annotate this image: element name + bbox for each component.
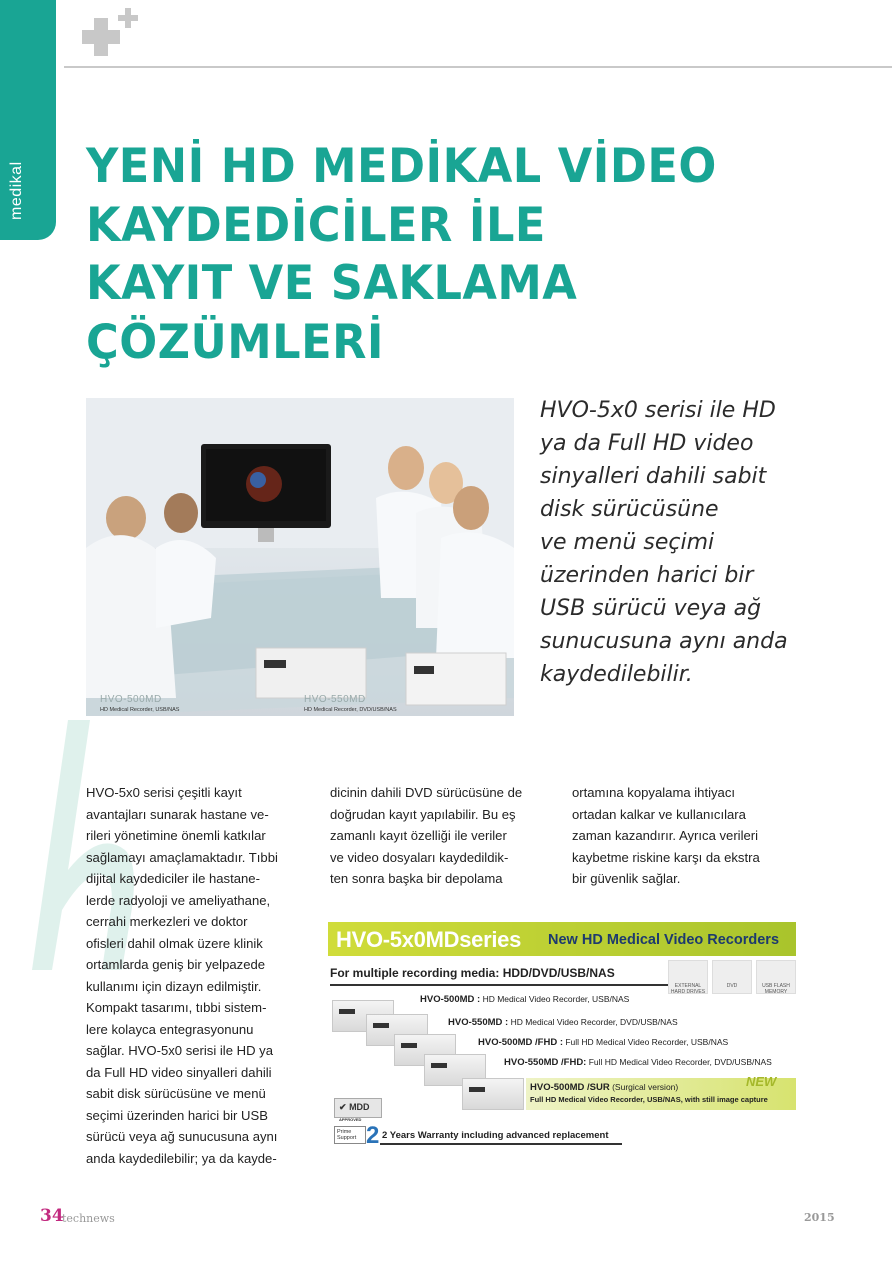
body-line: dicinin dahili DVD sürücüsüne de: [330, 785, 523, 800]
body-line: kullanımı için dizayn edilmiştir.: [86, 978, 262, 994]
body-line: zaman kazandırır. Ayrıca verileri: [572, 828, 759, 843]
prime-support-logo: Prime Support: [334, 1126, 366, 1144]
model-name: HVO-500MD /FHD :: [478, 1037, 563, 1048]
recorder-device-image: [462, 1078, 524, 1110]
body-column: [330, 782, 552, 890]
body-line: bir güvenlik sağlar.: [572, 871, 681, 886]
model-desc: Full HD Medical Video Recorder, USB/NAS, with still image capture: [530, 1095, 768, 1104]
page-number: 34: [40, 1206, 64, 1226]
promo-media-line: For multiple recording media: HDD/DVD/USB/NAS: [330, 966, 615, 980]
body-line: avantajları sunarak hastane ve-: [86, 806, 269, 822]
hard-drive-icon: EXTERNAL HARD DRIVES: [668, 960, 708, 994]
headline-line: YENİ HD MEDİKAL VİDEO: [86, 139, 717, 194]
body-line: sürücü veya ağ sunucusuna aynı: [86, 1129, 278, 1144]
body-line: ortamlarda geniş bir yelpazede: [86, 957, 266, 972]
model-note: (Surgical version): [612, 1082, 679, 1092]
headline-line: KAYIT VE SAKLAMA: [86, 256, 578, 311]
quote-line: ya da Full HD video: [540, 431, 754, 456]
usb-icon: USB FLASH MEMORY: [756, 960, 796, 994]
top-rule: [64, 66, 892, 68]
body-line: dijital kaydediciler ile hastane-: [86, 871, 260, 886]
body-line: sabit disk sürücüsüne ve menü: [86, 1086, 266, 1101]
footer-year: 2015: [804, 1211, 835, 1224]
model-desc: Full HD Medical Video Recorder, DVD/USB/NAS: [588, 1057, 772, 1067]
model-name: HVO-550MD /FHD:: [504, 1057, 587, 1068]
body-line: sağlamayı amaçlamaktadır. Tıbbi: [86, 849, 278, 865]
warranty-years: 2: [366, 1122, 380, 1149]
meeting-illustration: [86, 398, 514, 716]
dvd-icon: DVD: [712, 960, 752, 994]
body-column: [572, 782, 794, 890]
device-label: HVO-550MD: [304, 694, 366, 705]
body-line: sağlar. HVO-5x0 serisi ile HD ya: [86, 1043, 274, 1058]
body-line: doğrudan kayıt yapılabilir. Bu eş: [330, 806, 516, 822]
body-line: Kompakt tasarımı, tıbbi sistem-: [86, 1000, 267, 1015]
body-line: ve video dosyaları kaydedildik-: [330, 849, 509, 865]
device-label: HVO-500MD: [100, 694, 162, 705]
headline-line: KAYDEDİCİLER İLE: [86, 197, 546, 253]
mdd-sub: APPROVED: [339, 1117, 362, 1122]
model-line: [448, 1017, 678, 1028]
headline-line: ÇÖZÜMLERİ: [86, 314, 385, 370]
quote-line: USB sürücü veya ağ: [540, 596, 762, 621]
product-promo: [328, 922, 798, 1148]
quote-line: HVO-5x0 serisi ile HD: [540, 398, 776, 423]
article-headline: [86, 138, 786, 372]
mdd-approved-badge: [334, 1098, 382, 1122]
body-line: lerde radyoloji ve ameliyathane,: [86, 892, 271, 908]
new-badge: NEW: [746, 1074, 777, 1089]
body-line: seçimi üzerinden harici bir USB: [86, 1107, 268, 1123]
device-desc: HD Medical Recorder, DVD/USB/NAS: [304, 707, 397, 713]
hero-photo: [86, 398, 514, 716]
model-line: [478, 1037, 728, 1048]
body-line: anda kaydedilebilir; ya da kayde-: [86, 1150, 277, 1166]
body-line: ofisleri dahil olmak üzere klinik: [86, 935, 263, 951]
promo-title-bar: [328, 922, 796, 956]
body-line: ortadan kalkar ve kullanıcılara: [572, 806, 746, 822]
quote-line: üzerinden harici bir: [540, 563, 754, 588]
body-line: ortamına kopyalama ihtiyacı: [572, 785, 736, 800]
model-desc: HD Medical Video Recorder, USB/NAS: [482, 994, 630, 1004]
model-line: [420, 994, 629, 1005]
body-line: rileri yönetimine önemli katkılar: [86, 828, 266, 843]
model-line: [504, 1057, 772, 1068]
checkmark-icon: ✔: [339, 1102, 347, 1112]
model-desc: Full HD Medical Video Recorder, USB/NAS: [565, 1037, 729, 1047]
body-line: kaybetme riskine karşı da ekstra: [572, 849, 760, 865]
mdd-label: MDD: [349, 1102, 370, 1112]
promo-divider: [330, 984, 670, 986]
model-line: [530, 1082, 678, 1093]
footer-brand: technews: [62, 1212, 115, 1225]
model-name: HVO-500MD :: [420, 994, 481, 1005]
warranty-divider: [380, 1143, 622, 1145]
quote-line: sinyalleri dahili sabit: [540, 464, 767, 489]
body-line: lere kolayca entegrasyonunu: [86, 1021, 254, 1037]
model-name: HVO-500MD /SUR: [530, 1082, 610, 1093]
body-line: HVO-5x0 serisi çeşitli kayıt: [86, 785, 242, 800]
promo-series-subtitle: New HD Medical Video Recorders: [548, 932, 780, 948]
body-line: da Full HD video sinyalleri dahili: [86, 1064, 272, 1080]
quote-line: kaydedilebilir.: [540, 662, 693, 687]
model-desc: HD Medical Video Recorder, DVD/USB/NAS: [510, 1017, 678, 1027]
plus-icon: [80, 8, 144, 60]
section-label: medikal: [8, 161, 25, 220]
body-column: [86, 782, 308, 1169]
warranty-text: 2 Years Warranty including advanced replacement: [382, 1130, 609, 1141]
quote-line: disk sürücüsüne: [540, 497, 719, 522]
promo-series-title: HVO-5x0MDseries: [336, 927, 522, 952]
quote-line: ve menü seçimi: [540, 530, 715, 555]
device-desc: HD Medical Recorder, USB/NAS: [100, 707, 180, 713]
section-tab: [0, 0, 56, 240]
model-name: HVO-550MD :: [448, 1017, 509, 1028]
body-line: cerrahi merkezleri ve doktor: [86, 914, 248, 929]
body-line: zamanlı kayıt özelliği ile veriler: [330, 828, 507, 843]
quote-line: sunucusuna aynı anda: [540, 629, 788, 654]
body-line: ten sonra başka bir depolama: [330, 871, 503, 886]
pull-quote: [540, 394, 840, 691]
